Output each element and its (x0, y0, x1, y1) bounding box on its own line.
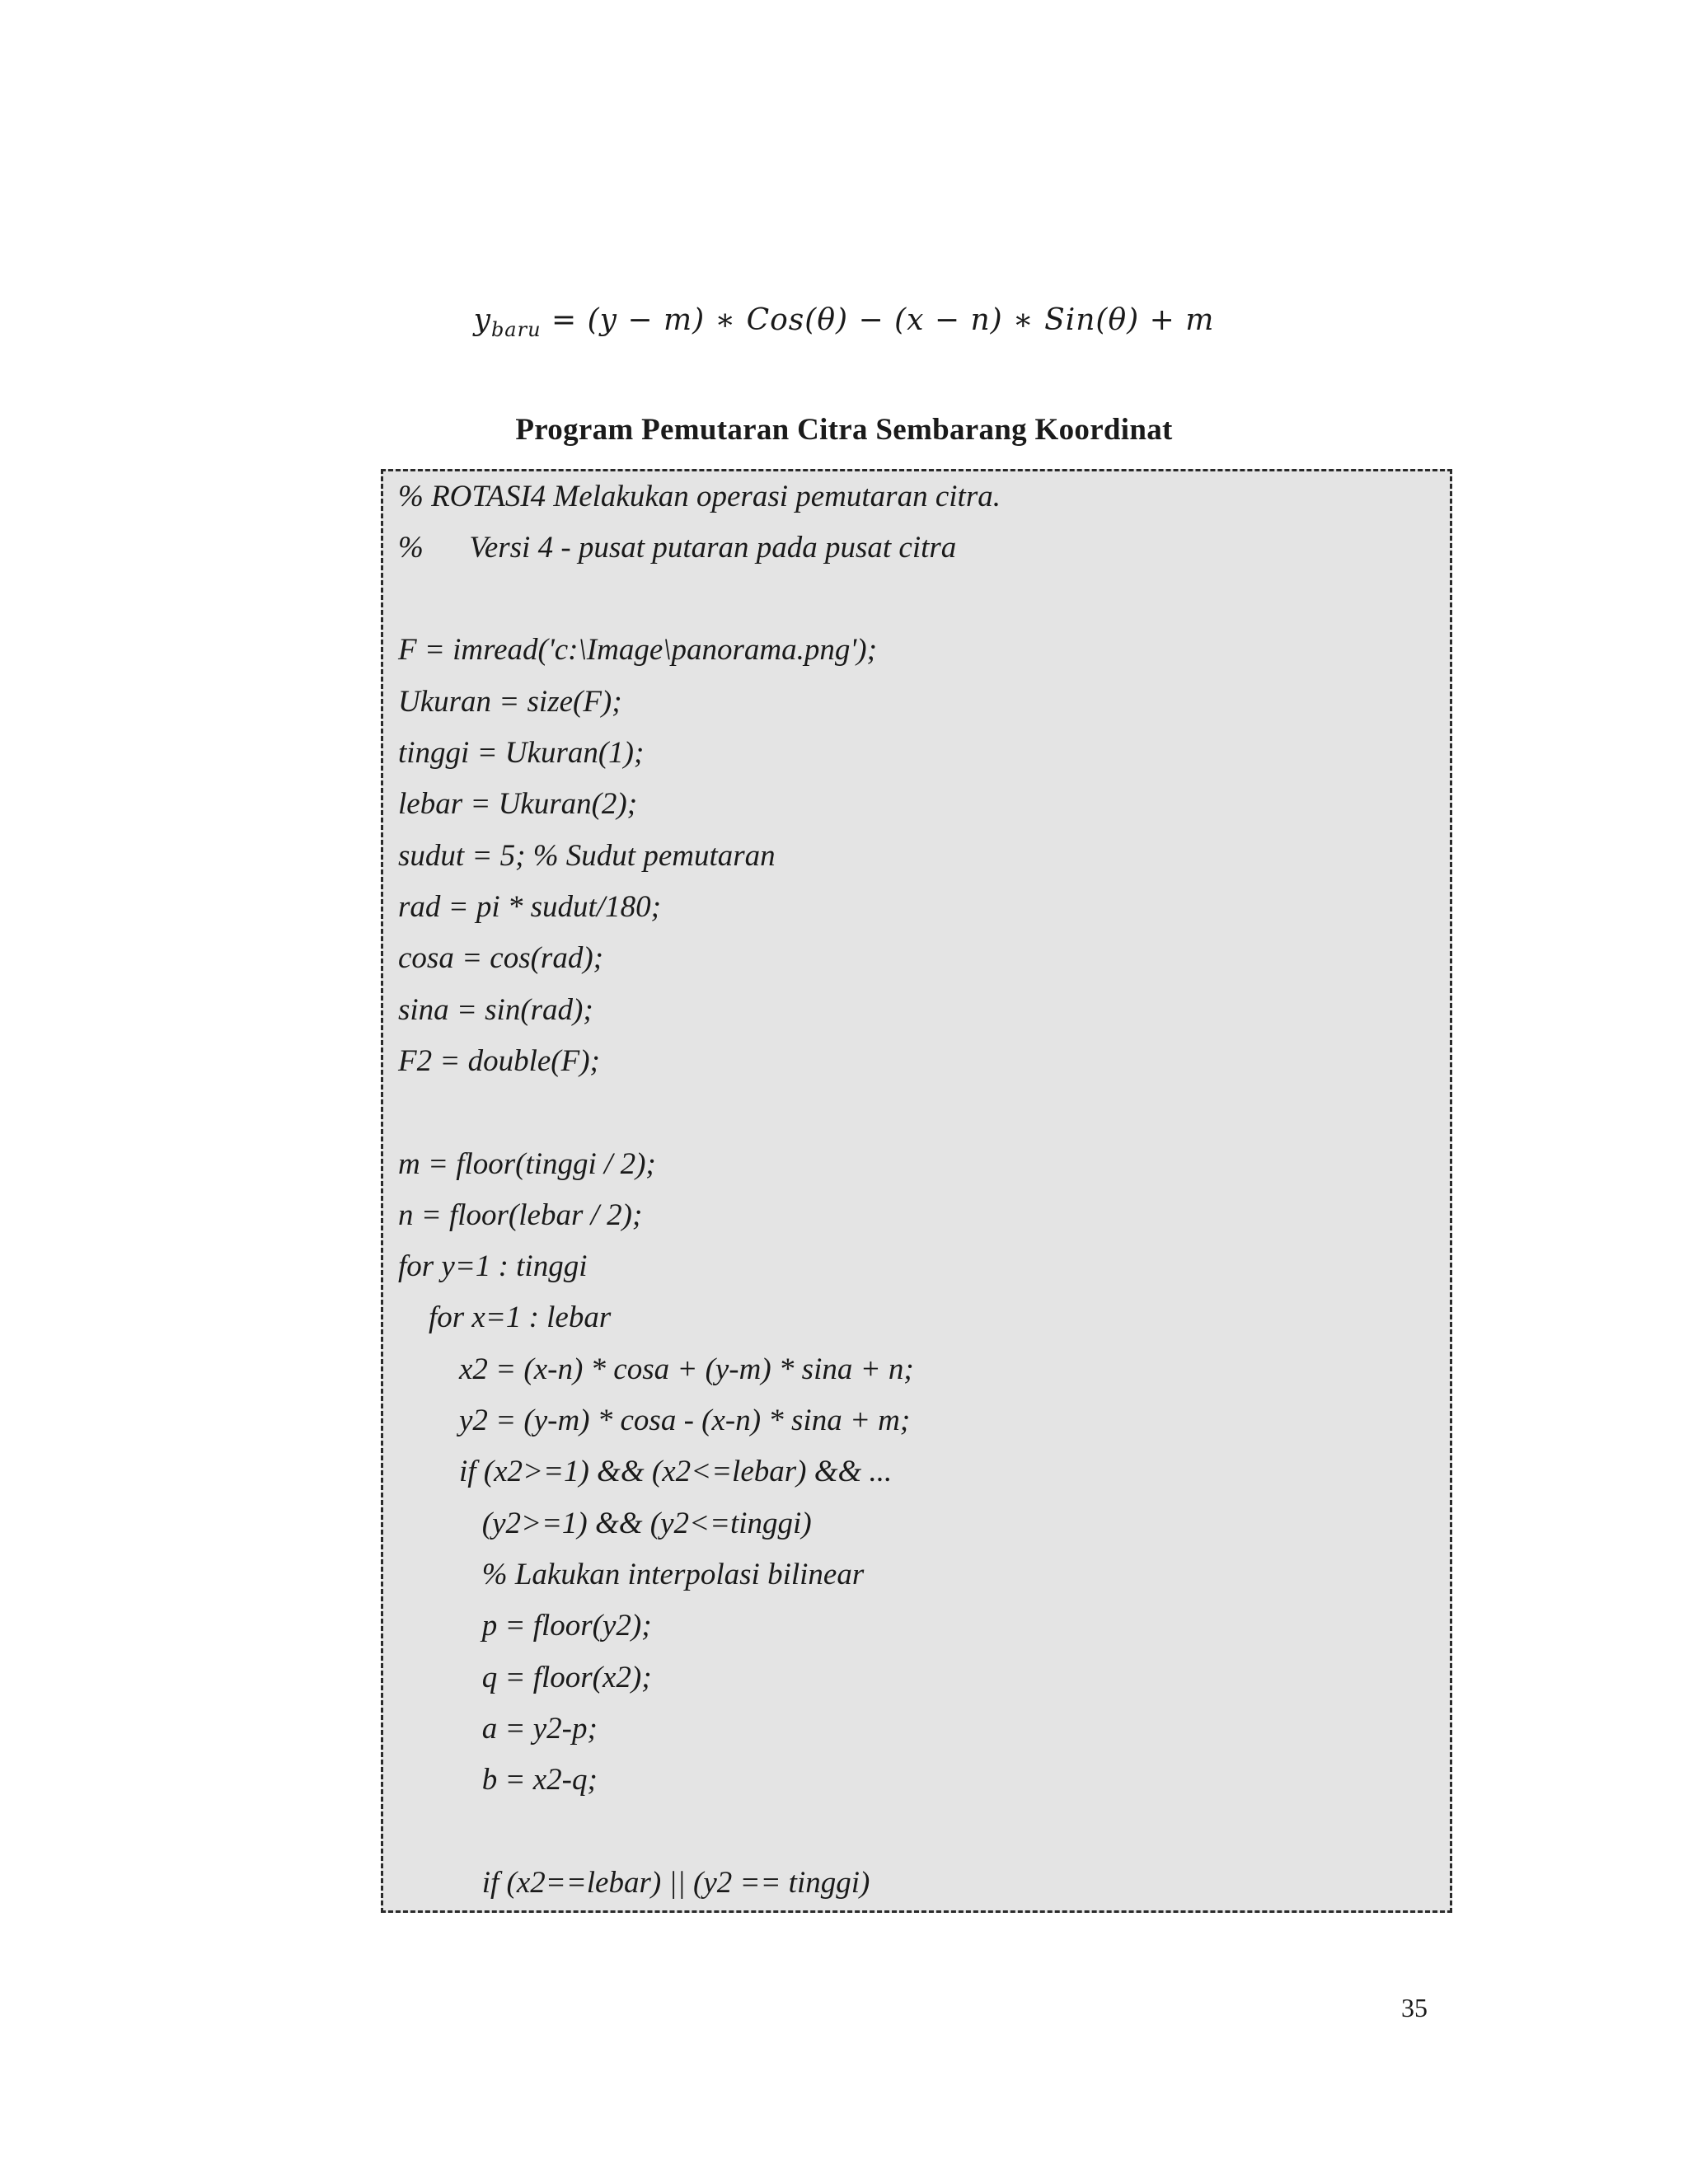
code-line: a = y2-p; (398, 1712, 598, 1746)
code-line: rad = pi * sudut/180; (398, 890, 661, 924)
code-line: cosa = cos(rad); (398, 941, 603, 975)
code-line: for x=1 : lebar (398, 1301, 612, 1334)
program-caption: Program Pemutaran Citra Sembarang Koordinat (515, 413, 1173, 447)
rotation-equation-y (0, 303, 1688, 341)
code-line: % ROTASI4 Melakukan operasi pemutaran citra. (398, 480, 1001, 513)
equation-rhs: = (y − m) ∗ Cos(θ) − (x − n) ∗ Sin(θ) + m (551, 303, 1215, 337)
code-line: lebar = Ukuran(2); (398, 787, 638, 821)
equation-y-symbol: y (473, 303, 491, 337)
code-line: n = floor(lebar / 2); (398, 1198, 643, 1232)
code-line: tinggi = Ukuran(1); (398, 736, 645, 770)
code-line: sudut = 5; % Sudut pemutaran (398, 839, 776, 873)
code-line: x2 = (x-n) * cosa + (y-m) * sina + n; (398, 1352, 914, 1386)
code-line: for y=1 : tinggi (398, 1249, 588, 1283)
code-line: sina = sin(rad); (398, 993, 593, 1027)
code-line: p = floor(y2); (398, 1609, 652, 1643)
code-line: % Versi 4 - pusat putaran pada pusat citra (398, 531, 957, 565)
code-line: q = floor(x2); (398, 1661, 652, 1694)
code-line: b = x2-q; (398, 1763, 598, 1797)
code-line: F2 = double(F); (398, 1044, 600, 1078)
code-line: m = floor(tinggi / 2); (398, 1147, 656, 1181)
code-listing (381, 469, 1452, 1913)
equation-y-subscript: baru (490, 318, 542, 341)
code-line: F = imread('c:\Image\panorama.png'); (398, 633, 877, 667)
page-number: 35 (1401, 1993, 1428, 2022)
code-line: if (x2>=1) && (x2<=lebar) && ... (398, 1455, 893, 1488)
code-line: y2 = (y-m) * cosa - (x-n) * sina + m; (398, 1404, 911, 1437)
code-line: % Lakukan interpolasi bilinear (398, 1558, 865, 1591)
code-line: if (x2==lebar) || (y2 == tinggi) (398, 1866, 870, 1900)
code-line: Ukuran = size(F); (398, 685, 622, 719)
code-line: (y2>=1) && (y2<=tinggi) (398, 1507, 812, 1540)
